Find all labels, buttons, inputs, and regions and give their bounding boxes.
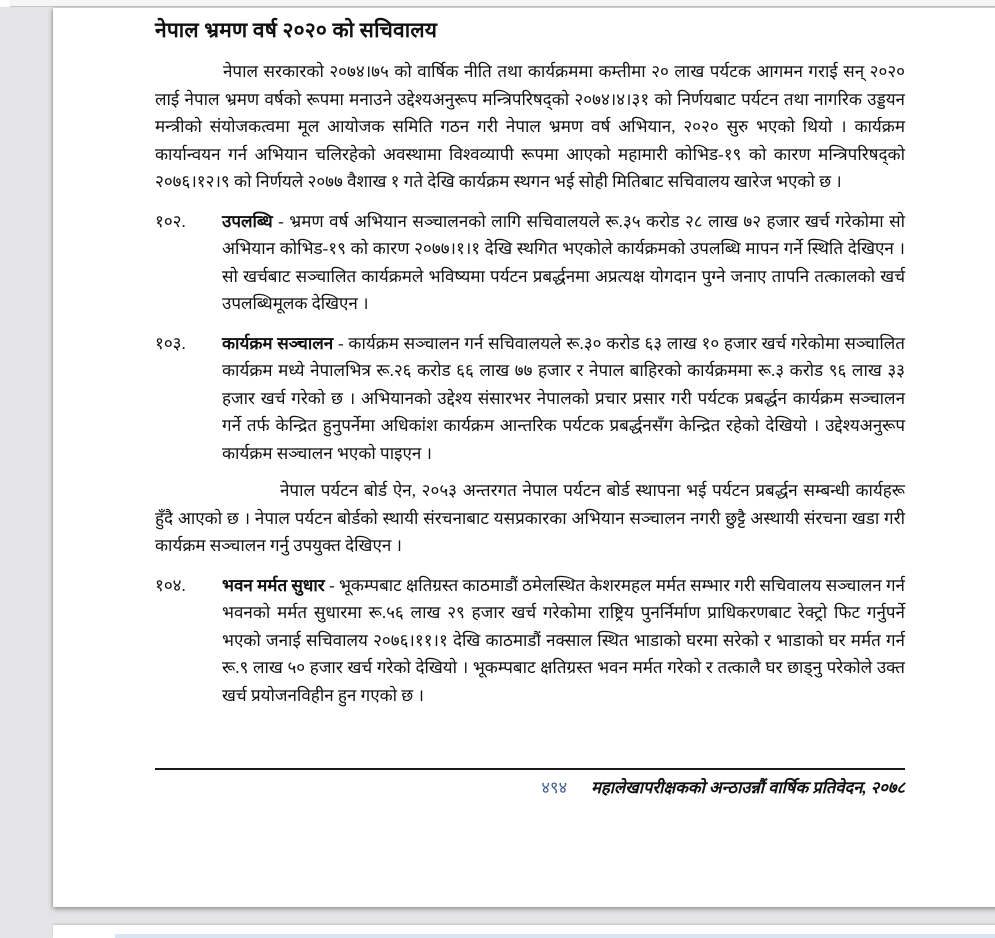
item-number: १०३.: [155, 333, 186, 353]
audit-item-103: [155, 330, 905, 560]
continuation-paragraph: नेपाल पर्यटन बोर्ड ऐन, २०५३ अन्तरगत नेपाल पर्यटन बोर्ड स्थापना भई पर्यटन प्रबर्द्धन सम्बन्धी कार्यहरू हुँदै आएको छ । नेपाल पर्यटन बोर्डको स्थायी संरचनाबाट यसप्रकारका अभियान सञ्चालन नगरी छुट्टै अस्थायी संरचना खडा गरी कार्यक्रम सञ्चालन गर्नु उपयुक्त देखिएन ।: [155, 481, 905, 555]
item-heading: कार्यक्रम सञ्चालन: [222, 333, 334, 353]
toolbar-bottom-edge: [0, 0, 995, 7]
page-number-link[interactable]: ४९४: [541, 778, 568, 797]
item-paragraph: [222, 330, 905, 468]
audit-item-104: [155, 572, 905, 710]
page-content: [155, 8, 905, 709]
page-title: नेपाल भ्रमण वर्ष २०२० को सचिवालय: [155, 18, 438, 42]
item-heading: उपलब्धि: [222, 211, 273, 231]
item-paragraph: [222, 208, 905, 318]
item-text: - भूकम्पबाट क्षतिग्रस्त काठमाडौं ठमेलस्थित केशरमहल मर्मत सम्भार गरी सचिवालय सञ्चालन गर्न भवनको मर्मत सुधारमा रू.५६ लाख २९ हजार खर्च गरेकोमा राष्ट्रिय पुनर्निर्माण प्राधिकरणबाट रेक्ट्रो फिट गर्नुपर्ने भएको जनाई सचिवालय २०७६।११।१ देखि काठमाडौं नक्साल स्थित भाडाको घरमा सरेको र भाडाको घर मर्मत गर्न रू.९ लाख ५० हजार खर्च गरेको देखियो । भूकम्पबाट क्षतिग्रस्त भवन मर्मत गरेको र तत्कालै घर छाड्नु परेकोले उक्त खर्च प्रयोजनविहीन हुन गएको छ ।: [222, 575, 905, 705]
item-number: १०४.: [155, 575, 186, 595]
page-footer: [155, 768, 905, 801]
footer-row: [155, 770, 905, 801]
audit-item-102: [155, 208, 905, 318]
intro-paragraph: नेपाल सरकारको २०७४।७५ को वार्षिक नीति तथा कार्यक्रममा कम्तीमा २० लाख पर्यटक आगमन गराई सन् २०२० लाई नेपाल भ्रमण वर्षको रूपमा मनाउने उद्देश्यअनुरूप मन्त्रिपरिषद्को २०७४।४।३१ को निर्णयबाट पर्यटन तथा नागरिक उड्डयन मन्त्रीको संयोजकत्वमा मूल आयोजक समिति गठन गरी नेपाल भ्रमण वर्ष अभियान, २०२० सुरु भएको थियो । कार्यक्रम कार्यान्वयन गर्न अभियान चलिरहेको अवस्थामा विश्वव्यापी रूपमा आएको महामारी कोभिड-१९ को कारण मन्त्रिपरिषद्को २०७६।१२।९ को निर्णयले २०७७ वैशाख १ गते देखि कार्यक्रम स्थगन भई सोही मितिबाट सचिवालय खारेज भएको छ ।: [155, 62, 905, 191]
item-text: - भ्रमण वर्ष अभियान सञ्चालनको लागि सचिवालयले रू.३५ करोड २८ लाख ७२ हजार खर्च गरेकोमा सो अभियान कोभिड-१९ को कारण २०७७।१।१ देखि स्थगित भएकोले कार्यक्रमको उपलब्धि मापन गर्ने स्थिति देखिएन । सो खर्चबाट सञ्चालित कार्यक्रमले भविष्यमा पर्यटन प्रबर्द्धनमा अप्रत्यक्ष योगदान पुग्ने जनाए तापनि तत्कालको खर्च उपलब्धिमूलक देखिएन ।: [222, 211, 905, 313]
document-page: [53, 8, 995, 907]
next-document-page: [53, 925, 995, 938]
item-text: - कार्यक्रम सञ्चालन गर्न सचिवालयले रू.३० करोड ६३ लाख १० हजार खर्च गरेकोमा सञ्चालित कार्यक्रम मध्ये नेपालभित्र रू.२६ करोड ६६ लाख ७७ हजार र नेपाल बाहिरको कार्यक्रममा रू.३ करोड ९६ लाख ३३ हजार खर्च गरेको छ । अभियानको उद्देश्य संसारभर नेपालको प्रचार प्रसार गरी पर्यटक प्रबर्द्धन कार्यक्रम सञ्चालन गर्ने तर्फ केन्द्रित हुनुपर्नेमा अधिकांश कार्यक्रम आन्तरिक पर्यटक प्रबर्द्धनसँग केन्द्रित रहेको देखियो । उद्देश्यअनुरूप कार्यक्रम सञ्चालन भएको पाइएन ।: [222, 333, 905, 463]
item-heading: भवन मर्मत सुधार: [222, 575, 325, 595]
item-paragraph: [222, 572, 905, 710]
item-number: १०२.: [155, 211, 186, 231]
toolbar-corner: [0, 0, 10, 7]
next-page-highlight-strip: [115, 934, 995, 938]
report-title: महालेखापरीक्षकको अन्ठाउन्नौं वार्षिक प्रतिवेदन, २०७८: [591, 778, 905, 797]
